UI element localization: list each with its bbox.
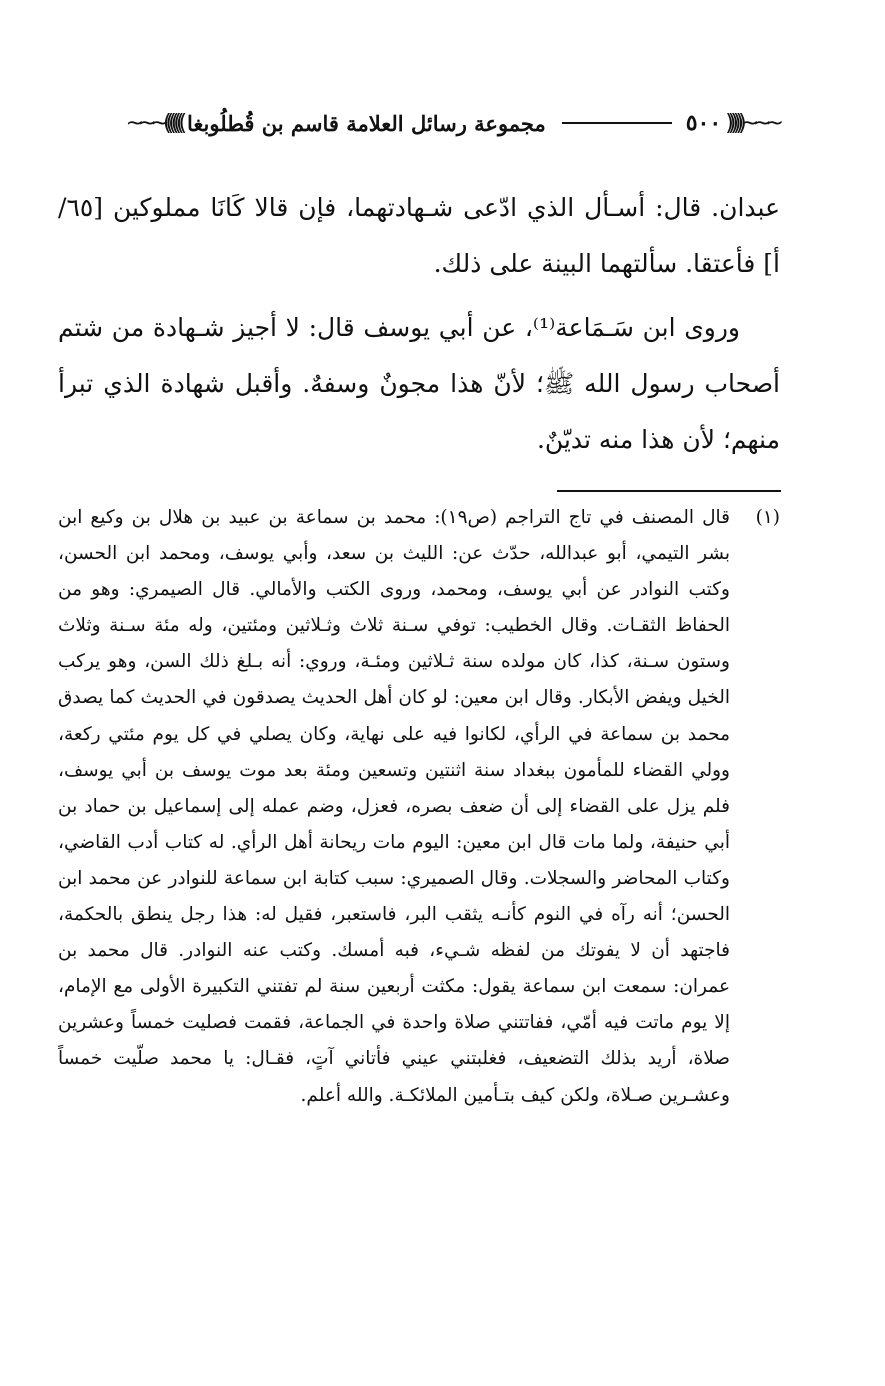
footnote-marker: (١) [755,507,780,528]
header-ornament-right: ~~~(((((( [725,110,778,136]
paragraph-2: وروى ابن سَـمَاعة⁽¹⁾، عن أبي يوسف قال: لا أجيز شـهادة من شتم أصحاب رسول الله ﷺ؛ لأنّ هذا مجونٌ وسفهٌ. وأقبل شهادة الذي تبرأ منهم؛ لأن هذا منه تديّنٌ. [58,313,780,454]
header-ornament-left: )))))))~~~ [125,110,182,136]
footnote-divider [557,490,781,492]
header-rule [562,122,672,124]
main-text [58,180,780,468]
running-header [58,103,778,143]
footnote [58,500,780,1114]
footnote-text: قال المصنف في تاج التراجم (ص١٩): محمد بن سماعة بن عبيد بن هلال بن وكيع ابن بشر التيمي، أبو عبدالله، حدّث عن: الليث بن سعد، وأبي يوسف، ومحمد ابن الحسن، وكتب النوادر عن أبي يوسف، ومحمد، وروى الكتب والأمالي. قال الصيمري: وهو من الحفاظ الثقـات. وقال الخطيب: توفي سـنة ثلاث وثـلاثين ومئتين، وله مئة سـنة وثلاث وستون سـنة، كذا، كان مولده سنة ثـلاثين ومئـة، وروي: أنه بـلغ ذلك السن، وهو يركب الخيل ويفض الأبكار. وقال ابن معين: لو كان أهل الحديث يصدقون في الحديث كما يصدق محمد بن سماعة في الرأي، لكانوا فيه على نهاية، وكان يصلي في كل يوم مئتي ركعة، وولي القضاء للمأمون ببغداد سنة اثنتين وتسعين ومئة بعد موت يوسف بن أبي يوسف، فلم يزل على القضاء إلى أن ضعف بصره، فعزل، وضم عمله إلى إسماعيل بن حماد بن أبي حنيفة، ولما مات قال ابن معين: اليوم مات ريحانة أهل الرأي. له كتاب أدب القاضي، وكتاب المحاضر والسجلات. وقال الصميري: سبب كتابة ابن سماعة للنوادر عن محمد ابن الحسن؛ أنه رآه في النوم كأنـه يثقب البر، فاستعبر، فقيل له: هذا رجل ينطق بالحكمة، فاجتهد أن لا يفوتك من لفظه شـيء، فبه أمسك. وكتب عنه النوادر. قال محمد بن عمران: سمعت ابن سماعة يقول: مكثت أربعين سنة لم تفتني التكبيرة الأولى مع الإمام، إلا يوم ماتت فيه أمّي، ففاتتني صلاة واحدة في الجماعة، فقمت فصليت خمساً وعشرين صلاة، أريد بذلك التضعيف، فغلبتني عيني فأتاني آتٍ، فقـال: يا محمد صلّيت خمساً وعشـرين صـلاة، ولكن كيف بتـأمين الملائكـة. والله أعلم. [58,507,730,1106]
book-title: مجموعة رسائل العلامة قاسم بن قُطلُوبغا [187,110,546,136]
page-number: ٥٠٠ [685,110,722,136]
paragraph-1: عبدان. قال: أسـأل الذي ادّعى شـهادتهما، فإن قالا كَانَا مملوكين [٦٥/ أ] فأعتقا. سألتهما البينة على ذلك. [58,193,780,278]
